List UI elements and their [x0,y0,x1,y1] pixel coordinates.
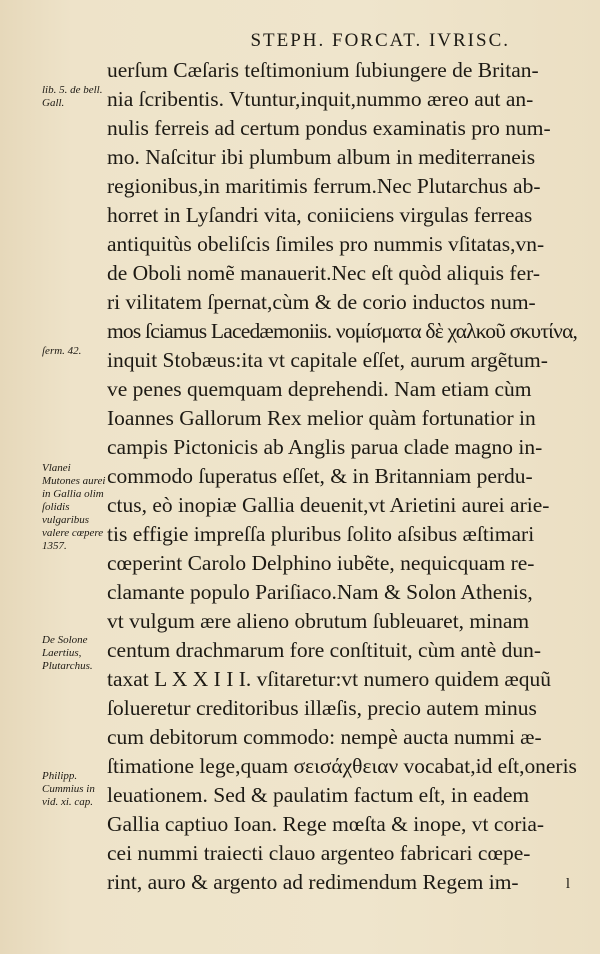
margin-note: lib. 5. de bell. Gall. [42,84,103,109]
text-line: leuationem. Sed & paulatim factum eſt, in eadem [107,783,530,807]
text-line: cei nummi traiecti clauo argenteo fabricari cœpe- [107,841,531,865]
text-line: nulis ferreis ad certum pondus examinatis pro num- [107,116,551,140]
text-line: uerſum Cæſaris teſtimonium ſubiungere de Britan- [107,58,539,82]
text-line: ſolueretur creditoribus illæſis, precio autem minus [107,696,537,720]
text-line: antiquitùs obeliſcis ſimiles pro nummis vſitatas,vn- [107,232,545,256]
catchword: l [565,876,570,892]
running-head: STEPH. FORCAT. IVRISC. [250,30,510,51]
text-line: cœperint Carolo Delphino iubẽte, nequicquam re- [107,551,535,575]
text-line: ve penes quemquam deprehendi. Nam etiam cùm [107,377,532,401]
text-line: nia ſcribentis. Vtuntur,inquit,nummo æreo aut an- [107,87,534,111]
margin-note: De Solone Laertius, Plutarchus. [42,634,93,672]
text-line: mo. Naſcitur ibi plumbum album in mediterraneis [107,145,536,169]
text-line: campis Pictonicis ab Anglis parua clade magno in- [107,435,543,459]
margin-note: Philipp. Cummius in vid. xi. cap. [42,770,95,808]
text-line: de Oboli nomẽ manauerit.Nec eſt quòd aliquis fer- [107,261,541,285]
text-line: mos ſciamus Lacedæmoniis. νομίσματα δὲ χαλκοῦ σκυτίνα, [107,319,578,343]
text-line: ſtimatione lege,quam σεισάχθειαν vocabat,id eſt,oneris [107,754,577,778]
text-line: ri vilitatem ſpernat,cùm & de corio inductos num- [107,290,536,314]
text-line: ctus, eò inopiæ Gallia deuenit,vt Arietini aurei arie- [107,493,550,517]
text-line: tis effigie impreſſa pluribus ſolito aſsibus æſtimari [107,522,535,546]
text-line: rint, auro & argento ad redimendum Regem im- [107,870,519,894]
body-text [107,56,577,897]
text-line: cum debitorum commodo: nempè aucta nummi æ- [107,725,542,749]
margin-note: Vlanei Mutones aurei in Gallia olim ſolidis vulgaribus valere cœpere 1357. [42,462,106,552]
margin-note: ſerm. 42. [42,345,82,357]
text-line: commodo ſuperatus eſſet, & in Britanniam perdu- [107,464,533,488]
margin-notes [0,0,108,954]
text-line: centum drachmarum fore conſtituit, cùm antè dun- [107,638,542,662]
text-line: inquit Stobæus:ita vt capitale eſſet, aurum argẽtum- [107,348,548,372]
text-line: Gallia captiuo Ioan. Rege mœſta & inope, vt coria- [107,812,545,836]
text-line: taxat L X X I I I. vſitaretur:vt numero quidem æquũ [107,667,552,691]
text-line: horret in Lyſandri vita, coniiciens virgulas ferreas [107,203,533,227]
text-line: vt vulgum ære alieno obrutum ſubleuaret, minam [107,609,530,633]
text-line: regionibus,in maritimis ferrum.Nec Plutarchus ab- [107,174,541,198]
text-line: clamante populo Pariſiaco.Nam & Solon Athenis, [107,580,533,604]
text-line: Ioannes Gallorum Rex melior quàm fortunatior in [107,406,536,430]
